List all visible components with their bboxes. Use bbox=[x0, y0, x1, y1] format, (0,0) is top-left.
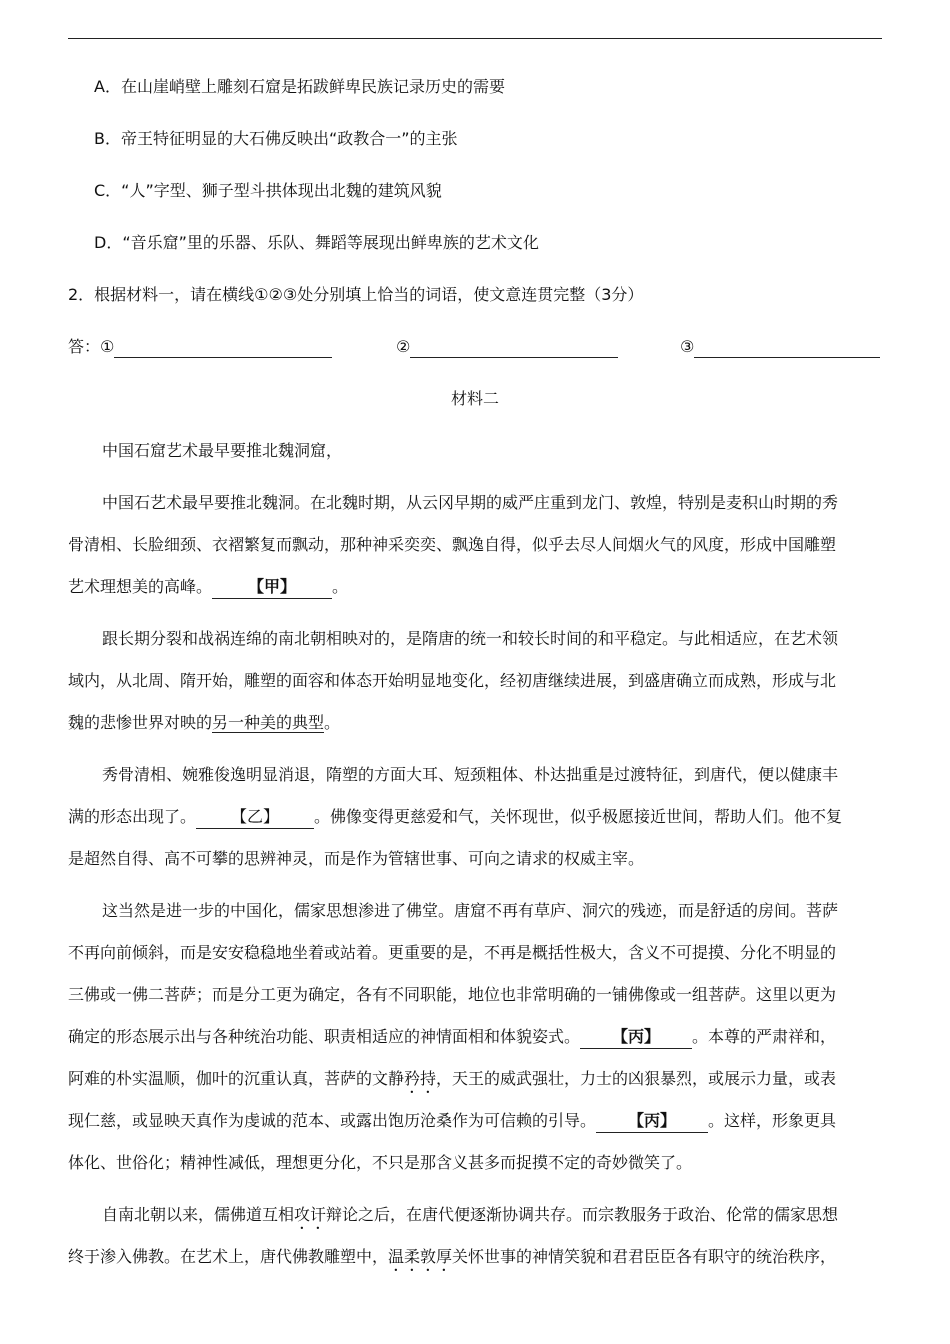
blank-yi[interactable]: 【乙】 bbox=[196, 806, 314, 829]
blank-bing-1[interactable]: 【丙】 bbox=[580, 1026, 692, 1049]
underlined-phrase: 另一种美的典型 bbox=[212, 713, 325, 732]
p5-line-2: 终于渗入佛教。在艺术上，唐代佛教雕塑中，温柔敦厚关怀世事的神情笑貌和君君臣臣各有职守的统治秩序， bbox=[68, 1247, 837, 1266]
p4-line-1: 这当然是进一步的中国化，儒家思想渗进了佛堂。唐窟不再有草庐、洞穴的残迹，而是舒适的房间。菩萨 bbox=[102, 901, 839, 920]
p3-line-2: 满的形态出现了。 【乙】 。佛像变得更慈爱和气，关怀现世，似乎极愿接近世间，帮助人们。他不复 bbox=[68, 806, 842, 829]
p2-line-1: 跟长期分裂和战祸连绵的南北朝相映对的，是隋唐的统一和较长时间的和平稳定。与此相适应，在艺术领 bbox=[102, 629, 839, 648]
p5-line-1: 自南北朝以来，儒佛道互相攻讦辩论之后，在唐代便逐渐协调共存。而宗教服务于政治、伦常的儒家思想 bbox=[102, 1205, 839, 1224]
header-rule bbox=[68, 38, 882, 39]
dotted-word-jinchi: 矜持 bbox=[404, 1069, 437, 1088]
answer-blank-1[interactable] bbox=[114, 339, 332, 358]
p1-line-1: 中国石艺术最早要推北魏洞。在北魏时期，从云冈早期的威严庄重到龙门、敦煌，特别是麦积山时期的秀 bbox=[102, 493, 839, 512]
paragraph-0: 中国石窟艺术最早要推北魏洞窟， bbox=[102, 441, 343, 460]
option-d: D．“音乐窟”里的乐器、乐队、舞蹈等展现出鲜卑族的艺术文化 bbox=[94, 233, 539, 252]
option-a: A．在山崖峭壁上雕刻石窟是拓跋鲜卑民族记录历史的需要 bbox=[94, 77, 505, 96]
answer-slot-3: ③ bbox=[680, 336, 880, 358]
p4-line-2: 不再向前倾斜，而是安安稳稳地坐着或站着。更重要的是，不再是概括性极大，含义不可提摸、分化不明显的 bbox=[68, 943, 837, 962]
p4-line-6: 现仁慈，或显映天真作为虔诚的范本、或露出饱历沧桑作为可信赖的引导。 【丙】 。这样，形象更具 bbox=[68, 1110, 836, 1133]
p4-line-5: 阿难的朴实温顺，伽叶的沉重认真，菩萨的文静矜持，天王的威武强壮，力士的凶狠暴烈，或展示力量，或表 bbox=[68, 1069, 837, 1088]
option-b: B．帝王特征明显的大石佛反映出“政教合一”的主张 bbox=[94, 129, 458, 148]
answer-blank-2[interactable] bbox=[410, 339, 618, 358]
p4-line-4: 确定的形态展示出与各种统治功能、职责相适应的神情面相和体貌姿式。 【丙】 。本尊的严肃祥和， bbox=[68, 1026, 836, 1049]
answer-row bbox=[68, 336, 882, 360]
p2-line-2: 域内，从北周、隋开始，雕塑的面容和体态开始明显地变化，经初唐继续进展，到盛唐确立而成熟，形成与北 bbox=[68, 671, 837, 690]
option-c: C．“人”字型、狮子型斗拱体现出北魏的建筑风貌 bbox=[94, 181, 442, 200]
dotted-word-wenrou: 温柔敦厚 bbox=[388, 1247, 453, 1266]
p3-line-1: 秀骨清相、婉雅俊逸明显消退，隋塑的方面大耳、短颈粗体、朴达拙重是过渡特征，到唐代，便以健康丰 bbox=[102, 765, 839, 784]
dotted-word-gongjie: 攻讦 bbox=[294, 1205, 327, 1224]
p1-line-3: 艺术理想美的高峰。 【甲】 。 bbox=[68, 576, 348, 599]
p4-line-7: 体化、世俗化；精神性减低，理想更分化，不只是那含义甚多而捉摸不定的奇妙微笑了。 bbox=[68, 1153, 693, 1172]
blank-jia[interactable]: 【甲】 bbox=[212, 576, 332, 599]
question-2: 2．根据材料一，请在横线①②③处分别填上恰当的词语，使文意连贯完整（3分） bbox=[68, 285, 644, 304]
answer-slot-2: ② bbox=[396, 336, 618, 358]
p3-line-3: 是超然自得、高不可攀的思辨神灵，而是作为管辖世事、可向之请求的权威主宰。 bbox=[68, 849, 645, 868]
answer-blank-3[interactable] bbox=[694, 339, 880, 358]
blank-bing-2[interactable]: 【丙】 bbox=[596, 1110, 708, 1133]
answer-label: 答：① bbox=[68, 336, 332, 358]
p4-line-3: 三佛或一佛二菩萨；而是分工更为确定，各有不同职能，地位也非常明确的一铺佛像或一组菩萨。这里以更为 bbox=[68, 985, 837, 1004]
material-title: 材料二 bbox=[450, 389, 499, 408]
p2-line-3: 魏的悲惨世界对映的另一种美的典型。 bbox=[68, 713, 341, 732]
p1-line-2: 骨清相、长脸细颈、衣褶繁复而飘动，那种神采奕奕、飘逸自得，似乎去尽人间烟火气的风度，形成中国雕塑 bbox=[68, 535, 837, 554]
